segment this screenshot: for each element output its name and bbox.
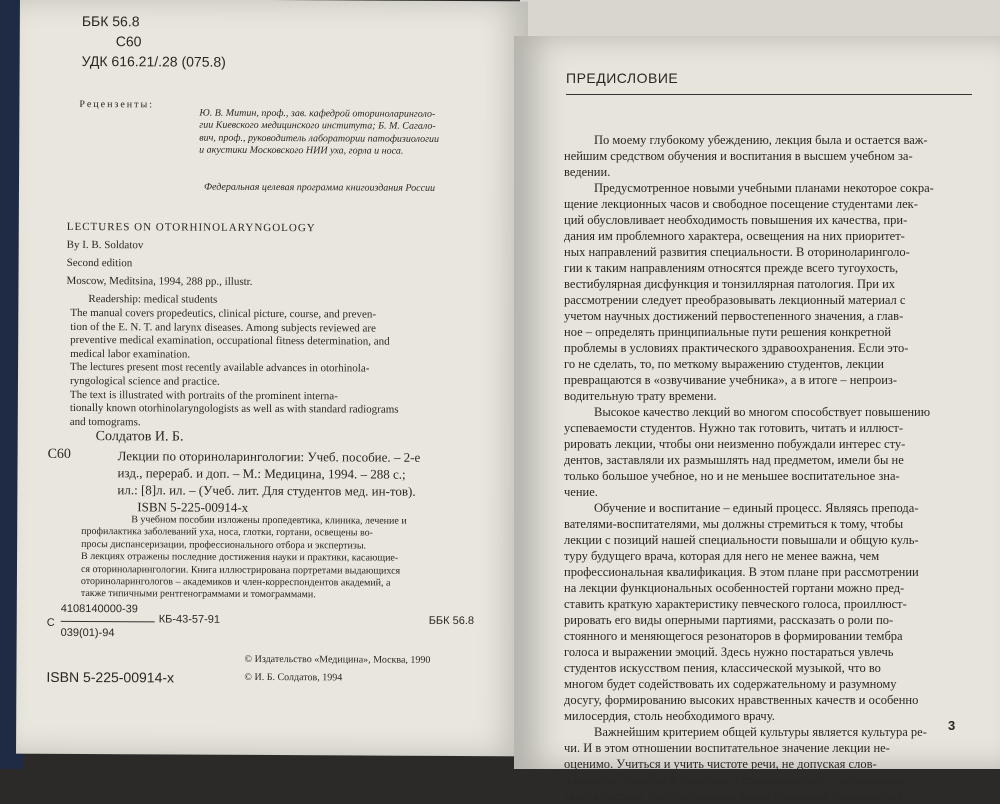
paragraph-line: милосердия, столь необходимого врачу. [564, 709, 775, 723]
paragraph-line: щение лекционных часов и свободное посещение студентами лек- [564, 197, 918, 211]
english-publication: Moscow, Meditsina, 1994, 288 pp., illustr. [66, 274, 253, 288]
abstract-line: medical labor examination. [70, 347, 191, 361]
heading-rule [566, 94, 972, 95]
paragraph-line: ставить краткую характеристику певческого голоса, проиллюст- [564, 597, 907, 611]
bib-line: Лекции по оториноларингологии: Учеб. пособие. – 2-е [117, 448, 421, 465]
russian-code: С60 [47, 446, 71, 462]
abstract-line: tion of the E. N. T. and larynx diseases. Among subjects reviewed are [70, 320, 376, 335]
annotation-line: просы диспансеризации, профессионального отбора и экспертизы. [81, 538, 367, 552]
paragraph-line: на лекции функциональных особенностей гортани можно пред- [564, 581, 905, 595]
bbk-bottom: ББК 56.8 [428, 614, 475, 628]
paragraph-line: вателями-воспитателями, мы должны стремиться к тому, чтобы [564, 517, 904, 531]
bib-line: ISBN 5-225-00914-х [137, 499, 249, 515]
paragraph-line: только большое учебное, но и не меньшее воспитательное зна- [564, 469, 900, 483]
english-edition: Second edition [66, 256, 133, 270]
author-mark: С60 [115, 33, 142, 50]
paragraph-line: дания им проблемного характера, освещения на них приоритет- [564, 229, 905, 243]
right-page [514, 36, 1000, 803]
paragraph-line: многом будет содействовать их содержательному и разумному [564, 677, 897, 691]
annotation-line: ся оториноларингологии. Книга иллюстрирована портретами выдающихся [80, 563, 401, 577]
isbn: ISBN 5-225-00914-х [46, 668, 175, 686]
paragraph-line: го не сделать, то, по меткому выражению студентов, лекции [564, 357, 884, 371]
reviewers-label: Рецензенты: [79, 98, 155, 111]
russian-author: Солдатов И. Б. [95, 429, 184, 445]
paragraph-line: голоса и выражении эмоций. Здесь нужно постараться увлечь [564, 645, 894, 659]
annotation-line: оториноларингологов – академиков и член-корреспондентов академий, а [80, 576, 391, 589]
left-page [16, 0, 528, 756]
paragraph-line: лекции с позиций нашей специальности повышали и общую куль- [564, 533, 919, 547]
reviewers-line: Ю. В. Митин, проф., зав. кафедрой оториноларинголо- [199, 107, 436, 120]
bbk-code: ББК 56.8 [81, 12, 140, 30]
paragraph-line: Обучение и воспитание – единый процесс. Являясь препода- [594, 501, 919, 515]
english-readership: Readership: medical students [88, 293, 218, 306]
paragraph-line: учетом научных достижений первостепенного значения, а глав- [564, 309, 904, 323]
udk-code: УДК 616.21/.28 (075.8) [81, 52, 226, 70]
paragraph-line: превращаются в «озвучивание учебника», а в итоге – непроиз- [564, 373, 897, 387]
english-author: By I. B. Soldatov [66, 238, 144, 252]
paragraph-line: ведении. [564, 165, 611, 179]
copyright-author: © И. Б. Солдатов, 1994 [244, 671, 343, 684]
annotation-line: профилактика заболеваний уха, носа, глотки, гортани, освещены во- [81, 526, 374, 539]
paragraph-line: нейшим средством обучения и воспитания в высшем учебном за- [564, 149, 913, 163]
annotation [81, 514, 407, 603]
paragraph-line: успеваемости студентов. Нужно так готовить, читать и иллюст- [564, 421, 903, 435]
paragraph-line: рировать его виды оперными партиями, рассказать о роли по- [564, 613, 894, 627]
page-number: 3 [948, 718, 956, 733]
paragraph-line: Высокое качество лекций во многом способствует повышению [594, 405, 931, 419]
copyright-publisher: © Издательство «Медицина», Москва, 1990 [244, 653, 431, 666]
paragraph-line: задача лектора. Ему необходимо также правильно пользоваться [564, 789, 903, 803]
paragraph-line: Важнейшим критерием общей культуры является культура ре- [594, 725, 927, 739]
fraction-code: КБ-43-57-91 [158, 613, 221, 626]
reviewers-line: и акустики Московского НИИ уха, горла и носа. [199, 144, 404, 157]
paragraph-line: туру будущего врача, которая для него не менее важна, чем [564, 549, 880, 563]
paragraph-line: профессиональная квалификация. В этом плане при рассмотрении [564, 565, 919, 579]
reviewers-line: гии Киевского медицинского института; Б. М. Сагало- [199, 120, 436, 133]
paragraph-line: дентов, заставляли их размышлять над предметом, имели бы не [564, 453, 904, 467]
english-title: LECTURES ON OTORHINOLARYNGOLOGY [66, 220, 316, 235]
paragraph-line: По моему глубокому убеждению, лекция была и остается важ- [594, 133, 928, 147]
abstract-line: tionally known otorhinolaryngologists as well as with standard radiograms [69, 402, 399, 416]
paragraph-line: оценимо. Учиться и учить чистоте речи, не допуская слов- [564, 757, 877, 771]
bib-line: изд., перераб. и доп. – М.: Медицина, 1994. – 288 с.; [117, 465, 406, 482]
abstract-line: and tomograms. [69, 415, 141, 429]
english-abstract [70, 307, 399, 431]
fraction-line [61, 621, 155, 622]
paragraph-line: паразитов,| ошибок в ударении и произношении, – непременная [564, 773, 905, 787]
paragraph-line: проблемы в условиях практического здравоохранения. Если это- [564, 341, 909, 355]
paragraph-line: рировать лекции, чтобы они неизменно побуждали интерес сту- [564, 437, 906, 451]
paragraph-line: ций обусловливает необходимость повышения их качества, при- [564, 213, 908, 227]
preface-body [564, 132, 934, 804]
abstract-line: The text is illustrated with portraits of the prominent interna- [69, 388, 338, 402]
abstract-line: preventive medical examination, occupational fitness determination, and [70, 334, 390, 348]
fraction-letter: С [46, 616, 55, 629]
bibliographic-description [117, 447, 420, 517]
abstract-line: The manual covers propedeutics, clinical picture, course, and preven- [70, 306, 377, 321]
abstract-line: ryngological science and practice. [69, 374, 220, 388]
preface-heading: ПРЕДИСЛОВИЕ [566, 70, 679, 86]
reviewers-text [199, 108, 439, 159]
annotation-line: также типичными рентгенограммами и томограммами. [80, 588, 316, 601]
paragraph-line: стоянного и меняющегося резонаторов в формировании тембра [564, 629, 903, 643]
paragraph-line: ных направлений развития специальности. В оториноларинголо- [564, 245, 910, 259]
paragraph-line: рассмотрении следует преобразовывать лекционный материал с [564, 293, 906, 307]
paragraph-line: водительную трату времени. [564, 389, 717, 403]
paragraph-line: ное – определять принципиальные пути решения конкретной [564, 325, 892, 339]
annotation-line: В учебном пособии изложены пропедевтика, клиника, лечение и [131, 514, 407, 527]
paragraph-line: студентов искусством пения, классической музыкой, что во [564, 661, 881, 675]
fraction-numerator: 4108140000-39 [60, 602, 138, 616]
abstract-line: The lectures present most recently available advances in otorhinola- [70, 361, 370, 375]
paragraph-line: Предусмотренное новыми учебными планами некоторое сокра- [594, 181, 934, 195]
annotation-line: В лекциях отражены последние достижения науки и практики, касающие- [81, 551, 399, 564]
paragraph-line: чи. И в этом отношении воспитательное значение лекции не- [564, 741, 890, 755]
reviewers-line: вич, проф., руководитель лаборатории патофизиологии [199, 132, 440, 145]
fraction-denominator: 039(01)-94 [60, 626, 115, 640]
program-line: Федеральная целевая программа книгоиздания России [203, 181, 436, 194]
paragraph-line: чение. [564, 485, 598, 499]
bib-line: ил.: [8]л. ил. – (Учеб. лит. Для студентов мед. ин-тов). [117, 482, 416, 499]
paragraph-line: гии к таким направлениям относятся прежде всего тугоухость, [564, 261, 899, 275]
paragraph-line: досугу, формированию высоких нравственных качеств и особенно [564, 693, 919, 707]
paragraph-line: вестибулярная дисфункция и тонзиллярная патология. При их [564, 277, 896, 291]
